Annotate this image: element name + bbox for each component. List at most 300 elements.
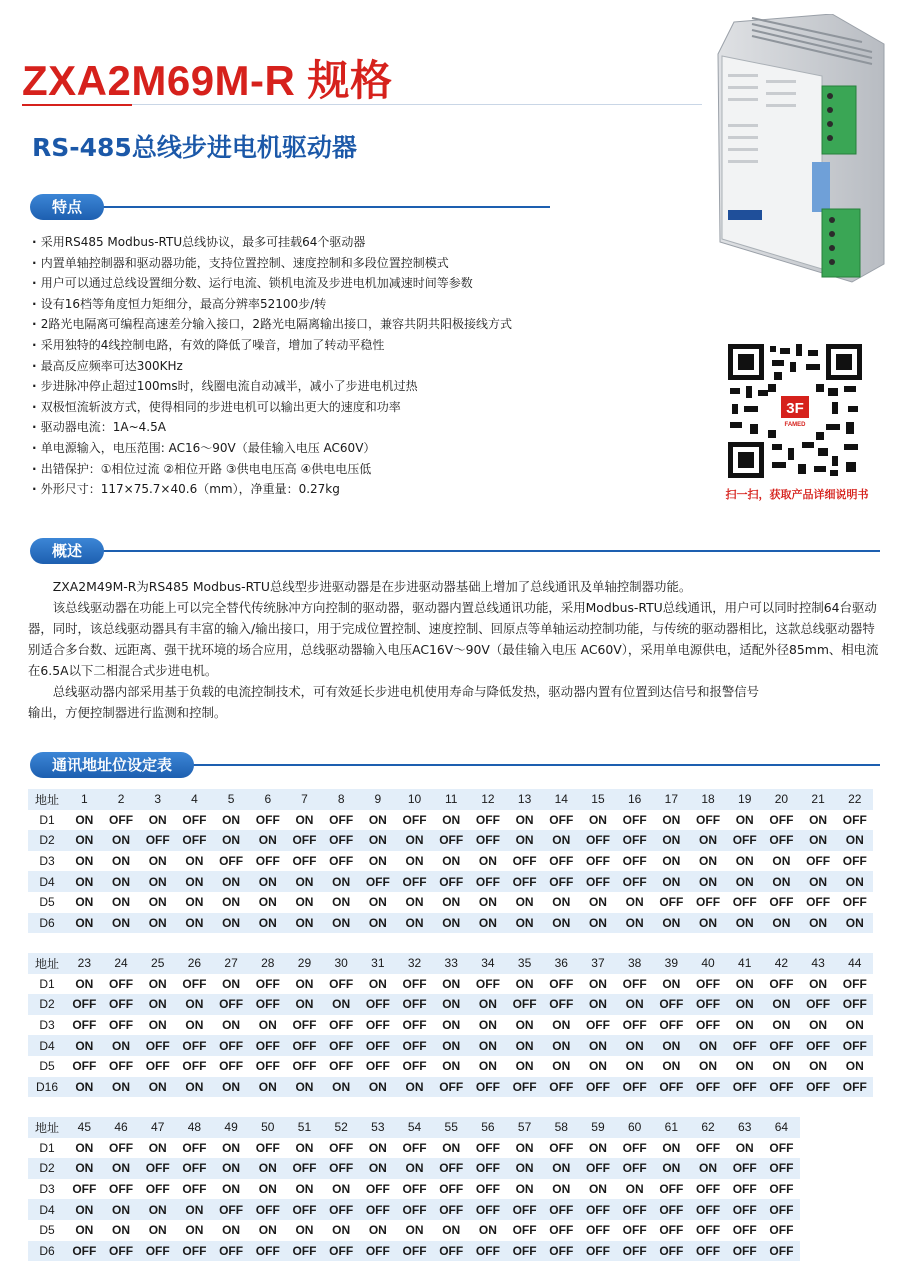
table-header-cell: 47: [139, 1117, 176, 1138]
table-cell: ON: [506, 810, 543, 831]
table-cell: OFF: [176, 830, 213, 851]
table-cell: ON: [580, 892, 617, 913]
table-cell: OFF: [396, 1015, 433, 1036]
table-cell: ON: [286, 1077, 323, 1098]
table-row-label: D2: [28, 994, 66, 1015]
table-cell: ON: [726, 1056, 763, 1077]
table-cell: ON: [360, 974, 397, 995]
address-table-block-3: [28, 1117, 800, 1261]
table-header-cell: 19: [726, 789, 763, 810]
table-cell: OFF: [506, 1077, 543, 1098]
table-cell: OFF: [653, 1077, 690, 1098]
table-header-cell: 22: [836, 789, 873, 810]
table-cell: ON: [470, 1056, 507, 1077]
table-cell: ON: [580, 974, 617, 995]
table-header-cell: 56: [470, 1117, 507, 1138]
table-cell: OFF: [726, 1220, 763, 1241]
table-cell: OFF: [616, 1077, 653, 1098]
table-header-cell: 26: [176, 953, 213, 974]
table-cell: OFF: [103, 1015, 140, 1036]
table-header-cell: 36: [543, 953, 580, 974]
table-cell: ON: [66, 810, 103, 831]
table-row: [28, 1179, 800, 1200]
table-cell: OFF: [580, 1158, 617, 1179]
table-header-row: [28, 789, 873, 810]
table-cell: OFF: [763, 1179, 800, 1200]
table-header-cell: 23: [66, 953, 103, 974]
table-cell: OFF: [616, 851, 653, 872]
table-cell: ON: [323, 892, 360, 913]
table-cell: OFF: [763, 974, 800, 995]
table-cell: OFF: [66, 1241, 103, 1262]
table-cell: OFF: [836, 994, 873, 1015]
table-cell: OFF: [616, 871, 653, 892]
table-cell: ON: [103, 913, 140, 934]
table-cell: OFF: [139, 1035, 176, 1056]
table-cell: OFF: [360, 1056, 397, 1077]
table-cell: ON: [726, 1138, 763, 1159]
table-row: [28, 851, 873, 872]
table-cell: OFF: [396, 974, 433, 995]
table-cell: OFF: [726, 1077, 763, 1098]
table-cell: OFF: [800, 994, 837, 1015]
table-cell: ON: [690, 913, 727, 934]
table-header-cell: 45: [66, 1117, 103, 1138]
table-cell: ON: [433, 810, 470, 831]
table-cell: ON: [323, 1179, 360, 1200]
table-cell: ON: [543, 1035, 580, 1056]
table-cell: ON: [396, 830, 433, 851]
table-cell: ON: [139, 871, 176, 892]
table-cell: OFF: [690, 1138, 727, 1159]
qr-code[interactable]: [728, 344, 862, 478]
table-cell: OFF: [103, 1179, 140, 1200]
table-header-cell: 34: [470, 953, 507, 974]
table-cell: ON: [213, 871, 250, 892]
table-cell: ON: [66, 871, 103, 892]
section-divider: [90, 206, 550, 208]
table-header-cell: 6: [249, 789, 286, 810]
table-header-cell: 3: [139, 789, 176, 810]
list-item: · 2路光电隔离可编程高速差分输入接口，2路光电隔离输出接口，兼容共阴共阳极接线方式: [32, 314, 712, 335]
table-cell: ON: [286, 1138, 323, 1159]
address-table-block-1: [28, 789, 873, 933]
table-cell: ON: [66, 1220, 103, 1241]
table-cell: OFF: [433, 1179, 470, 1200]
overview-paragraph: ZXA2M49M-R为RS485 Modbus-RTU总线型步进驱动器是在步进驱动器基础上增加了总线通讯及单轴控制器功能。: [52, 579, 692, 594]
list-item: · 用户可以通过总线设置细分数、运行电流、锁机电流及步进电机加减速时间等参数: [32, 273, 712, 294]
table-cell: ON: [286, 1220, 323, 1241]
table-cell: OFF: [580, 851, 617, 872]
table-cell: OFF: [763, 1220, 800, 1241]
table-cell: ON: [139, 851, 176, 872]
table-cell: ON: [286, 994, 323, 1015]
table-header-cell: 地址: [28, 789, 66, 810]
table-cell: OFF: [690, 974, 727, 995]
table-cell: OFF: [763, 892, 800, 913]
table-cell: ON: [433, 1015, 470, 1036]
features-section-header: [30, 194, 550, 220]
table-cell: ON: [176, 1220, 213, 1241]
table-cell: OFF: [286, 1015, 323, 1036]
table-cell: ON: [249, 1158, 286, 1179]
list-item: · 内置单轴控制器和驱动器功能，支持位置控制、速度控制和多段位置控制模式: [32, 253, 712, 274]
table-cell: OFF: [763, 1199, 800, 1220]
table-cell: ON: [506, 974, 543, 995]
table-cell: ON: [653, 974, 690, 995]
table-cell: OFF: [726, 1035, 763, 1056]
table-cell: ON: [690, 851, 727, 872]
table-cell: OFF: [323, 1035, 360, 1056]
table-cell: ON: [433, 994, 470, 1015]
table-cell: OFF: [653, 994, 690, 1015]
table-cell: ON: [286, 1179, 323, 1200]
table-cell: ON: [580, 1035, 617, 1056]
table-header-cell: 60: [616, 1117, 653, 1138]
table-cell: OFF: [506, 1199, 543, 1220]
table-header-cell: 39: [653, 953, 690, 974]
table-cell: OFF: [396, 871, 433, 892]
table-cell: OFF: [836, 892, 873, 913]
table-cell: ON: [470, 1035, 507, 1056]
table-cell: ON: [66, 1158, 103, 1179]
overview-paragraph: 输出，方便控制器进行监测和控制。: [28, 705, 227, 720]
table-cell: OFF: [323, 1241, 360, 1262]
list-item: · 采用独特的4线控制电路，有效的降低了噪音，增加了转动平稳性: [32, 335, 712, 356]
table-cell: OFF: [213, 1056, 250, 1077]
table-cell: OFF: [763, 830, 800, 851]
table-cell: ON: [360, 851, 397, 872]
table-cell: ON: [726, 994, 763, 1015]
table-cell: OFF: [470, 830, 507, 851]
table-cell: ON: [543, 1056, 580, 1077]
table-header-cell: 24: [103, 953, 140, 974]
overview-paragraph: 总线驱动器内部采用基于负载的电流控制技术，可有效延长步进电机使用寿命与降低发热，驱动器内置有位置到达信号和报警信号: [52, 684, 760, 699]
table-header-cell: 12: [470, 789, 507, 810]
table-cell: OFF: [836, 851, 873, 872]
table-cell: OFF: [470, 1158, 507, 1179]
list-item: · 设有16档等角度恒力矩细分，最高分辨率52100步/转: [32, 294, 712, 315]
table-cell: OFF: [543, 1241, 580, 1262]
list-item: · 步进脉冲停止超过100ms时，线圈电流自动减半，减小了步进电机过热: [32, 376, 712, 397]
table-cell: ON: [506, 913, 543, 934]
table-header-cell: 35: [506, 953, 543, 974]
table-cell: ON: [580, 994, 617, 1015]
table-cell: OFF: [616, 1015, 653, 1036]
table-cell: OFF: [396, 810, 433, 831]
table-cell: ON: [213, 913, 250, 934]
table-header-cell: 18: [690, 789, 727, 810]
table-row: [28, 913, 873, 934]
table-header-cell: 44: [836, 953, 873, 974]
table-cell: OFF: [360, 871, 397, 892]
table-cell: OFF: [543, 994, 580, 1015]
table-cell: ON: [176, 1199, 213, 1220]
overview-paragraph: 该总线驱动器在功能上可以完全替代传统脉冲方向控制的驱动器，驱动器内置总线通讯功能，采用Modbus-RTU总线通讯，用户可以同时控制64台驱动器，同时，该总线驱动器具有丰富的输入/输出接口，用于完成位置控制、速度控制、回原点等单轴运动控制功能，与传统的驱动器相比，这款总线驱动器特别适合多台数、远距离、强干扰环境的场合应用，总线驱动器输入电压AC16V～90V（最佳输入电压 AC60V），采用单电源供电，适配外径85mm、相电流在6.5A以下二相混合式步进电机。: [28, 600, 879, 678]
table-row: [28, 1138, 800, 1159]
table-header-cell: 58: [543, 1117, 580, 1138]
table-cell: OFF: [360, 1179, 397, 1200]
table-row: [28, 1077, 873, 1098]
table-cell: OFF: [360, 994, 397, 1015]
table-cell: OFF: [139, 1241, 176, 1262]
list-item: · 单电源输入，电压范围: AC16～90V（最佳输入电压 AC60V）: [32, 438, 712, 459]
table-cell: OFF: [286, 1056, 323, 1077]
table-cell: ON: [213, 1138, 250, 1159]
table-cell: ON: [690, 871, 727, 892]
table-cell: ON: [176, 851, 213, 872]
table-cell: OFF: [470, 974, 507, 995]
features-heading: 特点: [30, 194, 104, 220]
table-cell: ON: [139, 1015, 176, 1036]
table-cell: ON: [506, 892, 543, 913]
page-title: ZXA2M69M-R 规格: [22, 57, 393, 104]
table-header-cell: 50: [249, 1117, 286, 1138]
table-cell: ON: [506, 1138, 543, 1159]
table-cell: ON: [360, 913, 397, 934]
table-cell: OFF: [396, 1179, 433, 1200]
table-cell: ON: [213, 974, 250, 995]
table-cell: OFF: [653, 1179, 690, 1200]
table-header-cell: 49: [213, 1117, 250, 1138]
table-cell: ON: [176, 1015, 213, 1036]
table-cell: ON: [690, 1158, 727, 1179]
table-cell: ON: [66, 1199, 103, 1220]
table-cell: ON: [249, 830, 286, 851]
qr-logo-text: 3F: [786, 400, 804, 417]
table-cell: ON: [543, 830, 580, 851]
table-cell: OFF: [396, 1241, 433, 1262]
table-header-cell: 21: [800, 789, 837, 810]
table-cell: ON: [360, 1158, 397, 1179]
address-table-block-2: [28, 953, 873, 1097]
table-cell: OFF: [286, 851, 323, 872]
table-cell: ON: [139, 974, 176, 995]
table-cell: ON: [506, 1015, 543, 1036]
table-cell: OFF: [690, 1241, 727, 1262]
table-cell: OFF: [580, 1220, 617, 1241]
table-cell: ON: [213, 1179, 250, 1200]
table-cell: ON: [323, 913, 360, 934]
list-item: · 双极恒流斩波方式，使得相同的步进电机可以输出更大的速度和功率: [32, 397, 712, 418]
table-cell: ON: [176, 871, 213, 892]
table-cell: OFF: [470, 1077, 507, 1098]
table-header-cell: 17: [653, 789, 690, 810]
table-cell: OFF: [690, 1077, 727, 1098]
table-cell: OFF: [653, 1015, 690, 1036]
table-cell: ON: [433, 1220, 470, 1241]
table-cell: OFF: [176, 974, 213, 995]
table-cell: OFF: [323, 1015, 360, 1036]
table-cell: OFF: [103, 1241, 140, 1262]
table-cell: OFF: [176, 1056, 213, 1077]
table-cell: OFF: [470, 810, 507, 831]
table-cell: OFF: [800, 1035, 837, 1056]
table-row-label: D1: [28, 974, 66, 995]
table-cell: OFF: [103, 1056, 140, 1077]
table-cell: OFF: [580, 871, 617, 892]
table-row-label: D4: [28, 1035, 66, 1056]
table-cell: OFF: [433, 1158, 470, 1179]
table-cell: ON: [66, 1077, 103, 1098]
table-row: [28, 1220, 800, 1241]
table-header-cell: 61: [653, 1117, 690, 1138]
table-cell: ON: [103, 892, 140, 913]
table-cell: OFF: [176, 1179, 213, 1200]
table-cell: OFF: [543, 1138, 580, 1159]
table-cell: ON: [653, 810, 690, 831]
page-subtitle: RS-485总线步进电机驱动器: [32, 133, 357, 162]
section-divider: [190, 764, 880, 766]
table-header-cell: 57: [506, 1117, 543, 1138]
table-header-cell: 31: [360, 953, 397, 974]
table-cell: ON: [213, 810, 250, 831]
table-cell: OFF: [176, 810, 213, 831]
table-cell: OFF: [580, 1015, 617, 1036]
table-cell: ON: [396, 892, 433, 913]
table-cell: OFF: [763, 1241, 800, 1262]
table-header-cell: 54: [396, 1117, 433, 1138]
table-cell: ON: [176, 913, 213, 934]
table-cell: OFF: [433, 1077, 470, 1098]
table-cell: OFF: [249, 1138, 286, 1159]
table-cell: ON: [103, 1035, 140, 1056]
table-cell: ON: [800, 810, 837, 831]
table-cell: ON: [176, 892, 213, 913]
table-cell: ON: [103, 1158, 140, 1179]
table-cell: ON: [103, 1199, 140, 1220]
overview-section-header: [30, 538, 880, 564]
table-row: [28, 1199, 800, 1220]
table-cell: OFF: [690, 1220, 727, 1241]
table-header-row: [28, 1117, 800, 1138]
table-cell: ON: [323, 1077, 360, 1098]
table-cell: OFF: [763, 1138, 800, 1159]
table-cell: ON: [653, 851, 690, 872]
table-cell: ON: [543, 1158, 580, 1179]
table-cell: OFF: [580, 1077, 617, 1098]
table-cell: ON: [396, 913, 433, 934]
table-cell: OFF: [726, 1199, 763, 1220]
table-row: [28, 1241, 800, 1262]
list-item: · 出错保护：①相位过流 ②相位开路 ③供电电压高 ④供电电压低: [32, 459, 712, 480]
table-cell: ON: [543, 913, 580, 934]
table-cell: ON: [580, 1179, 617, 1200]
table-cell: OFF: [763, 1035, 800, 1056]
table-header-cell: 27: [213, 953, 250, 974]
table-cell: ON: [506, 1056, 543, 1077]
table-cell: OFF: [543, 974, 580, 995]
table-cell: OFF: [323, 810, 360, 831]
table-cell: OFF: [249, 810, 286, 831]
table-row: [28, 830, 873, 851]
table-header-cell: 20: [763, 789, 800, 810]
table-cell: OFF: [690, 1015, 727, 1036]
table-cell: ON: [249, 1077, 286, 1098]
table-cell: OFF: [506, 871, 543, 892]
table-cell: ON: [616, 913, 653, 934]
table-cell: OFF: [836, 1035, 873, 1056]
title-underline: [22, 104, 132, 106]
table-header-cell: 38: [616, 953, 653, 974]
table-row-label: D3: [28, 851, 66, 872]
table-cell: ON: [286, 810, 323, 831]
table-cell: OFF: [286, 1241, 323, 1262]
table-header-cell: 地址: [28, 953, 66, 974]
table-row-label: D4: [28, 1199, 66, 1220]
list-item: · 外形尺寸：117×75.7×40.6（mm），净重量：0.27kg: [32, 479, 712, 500]
table-cell: OFF: [176, 1035, 213, 1056]
table-cell: ON: [726, 974, 763, 995]
table-header-cell: 5: [213, 789, 250, 810]
table-cell: OFF: [323, 830, 360, 851]
table-header-cell: 52: [323, 1117, 360, 1138]
table-cell: ON: [433, 974, 470, 995]
table-cell: OFF: [213, 851, 250, 872]
table-cell: ON: [360, 1138, 397, 1159]
table-cell: OFF: [580, 830, 617, 851]
table-cell: ON: [66, 851, 103, 872]
table-header-cell: 28: [249, 953, 286, 974]
table-cell: OFF: [323, 1199, 360, 1220]
table-cell: ON: [616, 1056, 653, 1077]
table-cell: OFF: [360, 1035, 397, 1056]
table-row-label: D2: [28, 1158, 66, 1179]
table-cell: OFF: [616, 830, 653, 851]
table-cell: ON: [433, 913, 470, 934]
table-cell: OFF: [396, 1056, 433, 1077]
table-row: [28, 892, 873, 913]
table-row: [28, 810, 873, 831]
table-cell: OFF: [470, 1138, 507, 1159]
table-cell: ON: [616, 1179, 653, 1200]
table-cell: ON: [726, 851, 763, 872]
table-cell: ON: [323, 994, 360, 1015]
table-cell: OFF: [249, 1056, 286, 1077]
table-cell: OFF: [616, 1241, 653, 1262]
table-cell: OFF: [433, 1241, 470, 1262]
table-cell: OFF: [616, 974, 653, 995]
table-cell: OFF: [543, 851, 580, 872]
table-cell: ON: [213, 830, 250, 851]
table-cell: ON: [433, 851, 470, 872]
qr-logo-subtext: FAMED: [784, 422, 806, 428]
table-cell: OFF: [176, 1158, 213, 1179]
table-cell: OFF: [249, 974, 286, 995]
table-cell: ON: [433, 1056, 470, 1077]
table-cell: OFF: [690, 1179, 727, 1200]
table-cell: OFF: [103, 994, 140, 1015]
table-cell: ON: [213, 1015, 250, 1036]
table-header-cell: 8: [323, 789, 360, 810]
table-row-label: D3: [28, 1015, 66, 1036]
table-cell: ON: [653, 830, 690, 851]
table-cell: ON: [103, 1077, 140, 1098]
table-cell: ON: [506, 1179, 543, 1200]
table-cell: OFF: [176, 1138, 213, 1159]
title-divider: [132, 104, 702, 105]
table-cell: ON: [543, 1179, 580, 1200]
table-row: [28, 1015, 873, 1036]
table-cell: OFF: [139, 1179, 176, 1200]
table-header-cell: 16: [616, 789, 653, 810]
overview-heading: 概述: [30, 538, 104, 564]
table-cell: OFF: [249, 1241, 286, 1262]
table-header-cell: 1: [66, 789, 103, 810]
table-cell: ON: [176, 1077, 213, 1098]
table-cell: OFF: [763, 810, 800, 831]
table-cell: ON: [470, 892, 507, 913]
